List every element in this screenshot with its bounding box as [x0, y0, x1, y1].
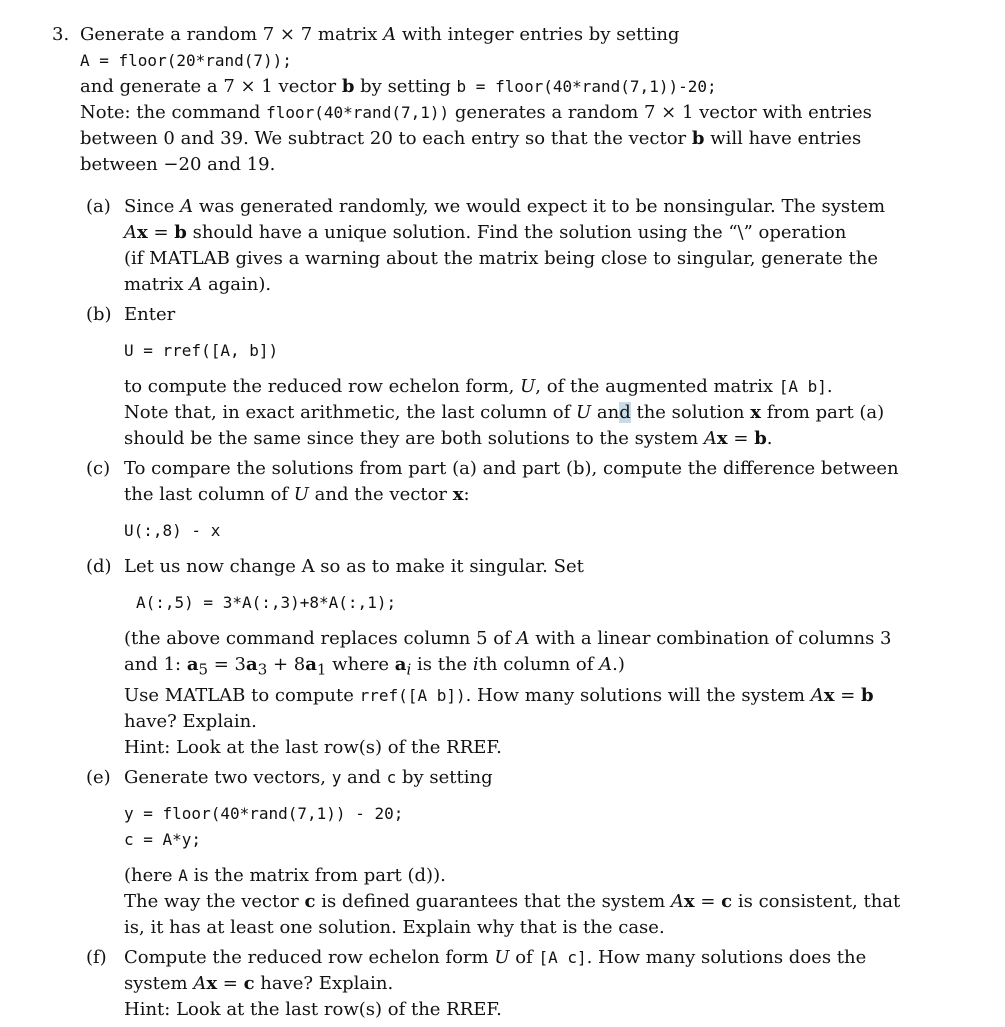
- part-e-label: (e): [86, 766, 111, 788]
- part-b-code: U = rref([A, b]): [124, 341, 279, 360]
- part-e-code-c: c = A*y;: [124, 829, 202, 849]
- intro-line-5: between 0 and 39. We subtract 20 to each entry so that the vector b will have entries: [80, 128, 862, 149]
- part-f: (f) Compute the reduced row echelon form U of [A c]. How many solutions does the system Ax = c have? Explain. Hint: Look at the last row(s) of the RREF.: [86, 946, 867, 1020]
- part-c-code: U(:,8) - x: [124, 521, 221, 540]
- part-a: (a) Since A was generated randomly, we would expect it to be nonsingular. The system Ax = b should have a unique solution. Find the solution using the “\” operation (if MATLAB gives a warning about the matrix being close to singular, generate the matrix A again).: [86, 196, 886, 295]
- part-e-code-y: y = floor(40*rand(7,1)) - 20;: [124, 803, 404, 823]
- problem-header: [52, 22, 912, 178]
- intro-line-6: between −20 and 19.: [80, 154, 276, 175]
- part-a-label: (a): [86, 196, 111, 217]
- part-b-label: (b): [86, 304, 112, 325]
- part-f-label: (f): [86, 946, 107, 968]
- intro-line-3: and generate a 7 × 1 vector b by setting b = floor(40*rand(7,1))-20;: [80, 76, 717, 97]
- part-d-label: (d): [86, 556, 112, 577]
- problem-number: 3.: [52, 24, 70, 45]
- part-d-code: A(:,5) = 3*A(:,3)+8*A(:,1);: [136, 593, 397, 612]
- part-b: (b) Enter U = rref([A, b]) to compute the reduced row echelon form, U, of the augmented matrix [A b]. Note that, in exact arithmetic, the last column of U and the solution x from part (a) should be the same since they are both solutions to the system Ax = b.: [86, 302, 912, 452]
- intro-line-4: Note: the command floor(40*rand(7,1)) generates a random 7 × 1 vector with entries: [80, 102, 872, 123]
- part-c: (c) To compare the solutions from part (a) and part (b), compute the difference between the last column of U and the vector x: U(:,8) - x: [86, 456, 912, 544]
- intro-line-1: Generate a random 7 × 7 matrix A with integer entries by setting: [80, 24, 680, 45]
- text-selection-highlight: d: [619, 402, 631, 423]
- parts-list: [86, 194, 912, 1023]
- part-d: (d) Let us now change A so as to make it singular. Set A(:,5) = 3*A(:,3)+8*A(:,1); (the above command replaces column 5 of A with a linear combination of columns 3 and 1: $a_5 = 3a_3 + 8a_1$ where $a_i$ is the ith column of A.) Use MATLAB to compute rref([A b]). How many solutions will the system Ax = b have? Explain. Hint: Look at the last row(s) of the RREF.: [86, 554, 912, 761]
- intro-code-a: A = floor(20*rand(7));: [80, 51, 292, 70]
- part-c-label: (c): [86, 458, 111, 479]
- part-e: (e) Generate two vectors, y and c by setting y = floor(40*rand(7,1)) - 20; c = A*y; (here A is the matrix from part (d)). The way the vector c is defined guarantees that the system Ax = c is consistent, that is, it has at least one solution. Explain why that is the case.: [86, 765, 912, 941]
- problem-page: [52, 22, 912, 1027]
